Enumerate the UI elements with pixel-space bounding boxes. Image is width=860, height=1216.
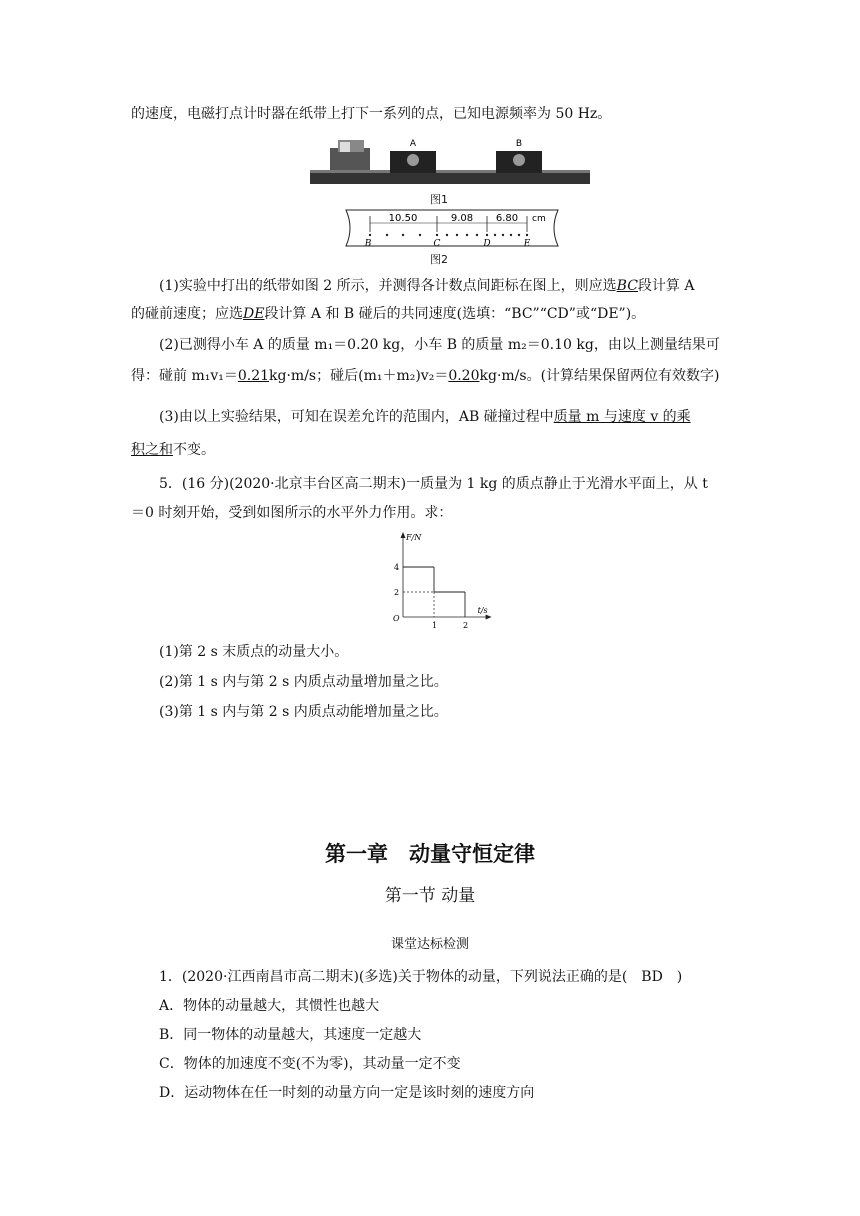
figure-2-tape (340, 206, 564, 252)
x-axis-label: t/s (477, 606, 488, 615)
y-axis-arrow (401, 532, 406, 538)
cart-b-label: B (515, 139, 523, 149)
q1-line-2: 的碰前速度；应选DE段计算 A 和 B 碰后的共同速度(选填：“BC”“CD”或“DE”)。 (131, 306, 646, 322)
problem-5-line-2: ＝0 时刻开始，受到如图所示的水平外力作用。求： (131, 505, 453, 521)
figure-2-caption: 图2 (430, 253, 448, 266)
question-1-option-c: C．物体的加速度不变(不为零)，其动量一定不变 (159, 1056, 461, 1072)
point-e-label: E (523, 239, 531, 249)
segment-de-length: 6.80 (495, 213, 519, 224)
segment-cd-length: 9.08 (450, 213, 474, 224)
x-tick-label: 1 (432, 621, 438, 630)
segment-bc-length: 10.50 (388, 213, 418, 224)
y-tick-label: 2 (394, 588, 400, 597)
problem-5-line-1: 5．(16 分)(2020·北京丰台区高二期末)一质量为 1 kg 的质点静止于光滑水平面上，从 t (159, 476, 708, 492)
x-axis-arrow (486, 615, 492, 620)
answer-q3-part1: 质量 m 与速度 v 的乘 (553, 409, 691, 425)
x-tick-label: 2 (463, 621, 469, 630)
cart-a-label: A (409, 139, 417, 149)
question-1-stem: 1．(2020·江西南昌市高二期末)(多选)关于物体的动量，下列说法正确的是( BD ) (159, 969, 683, 985)
problem-5-sub-3: (3)第 1 s 内与第 2 s 内质点动能增加量之比。 (159, 704, 448, 720)
figure-1-carts (310, 138, 590, 188)
chapter-title: 第一章 动量守恒定律 (325, 842, 535, 866)
answer-before: 0.21 (237, 368, 270, 384)
problem-5-sub-2: (2)第 1 s 内与第 2 s 内质点动量增加量之比。 (159, 674, 448, 690)
origin-label: O (393, 614, 400, 623)
figure-1-caption: 图1 (430, 193, 448, 206)
question-1-option-b: B．同一物体的动量越大，其速度一定越大 (159, 1027, 422, 1043)
q1-line-1: (1)实验中打出的纸带如图 2 所示，并测得各计数点间距标在图上，则应选BC段计算 A (159, 278, 695, 294)
q3-line-2: 积之和不变。 (131, 442, 215, 458)
paragraph-line: 的速度，电磁打点计时器在纸带上打下一系列的点，已知电源频率为 50 Hz。 (131, 106, 612, 122)
y-axis-label: F/N (406, 533, 422, 542)
problem-5-sub-1: (1)第 2 s 末质点的动量大小。 (159, 644, 349, 660)
unit-label: cm (532, 214, 546, 224)
question-1-option-d: D．运动物体在任一时刻的动量方向一定是该时刻的速度方向 (159, 1085, 535, 1101)
q3-line-1: (3)由以上实验结果，可知在误差允许的范围内，AB 碰撞过程中质量 m 与速度 v 的乘 (159, 409, 691, 425)
y-tick-label: 4 (394, 563, 400, 572)
section-title: 第一节 动量 (384, 886, 476, 906)
point-c-label: C (433, 239, 441, 249)
q2-line-1: (2)已测得小车 A 的质量 m₁＝0.20 kg，小车 B 的质量 m₂＝0.10 kg，由以上测量结果可 (159, 337, 720, 353)
point-d-label: D (483, 239, 491, 249)
question-1-option-a: A．物体的动量越大，其惯性也越大 (159, 998, 380, 1014)
answer-after: 0.20 (448, 368, 480, 384)
answer-de: DE (243, 306, 265, 322)
subsection-title: 课堂达标检测 (390, 937, 469, 952)
answer-q3-part2: 积之和 (131, 442, 173, 458)
q2-line-2: 得：碰前 m₁v₁＝0.21kg·m/s；碰后(m₁＋m₂)v₂＝0.20kg·m/s。(计算结果保留两位有效数字) (131, 368, 720, 384)
force-time-chart (385, 532, 505, 632)
point-b-label: B (364, 239, 372, 249)
tape-dots (369, 234, 528, 236)
answer-bc: BC (616, 278, 638, 294)
